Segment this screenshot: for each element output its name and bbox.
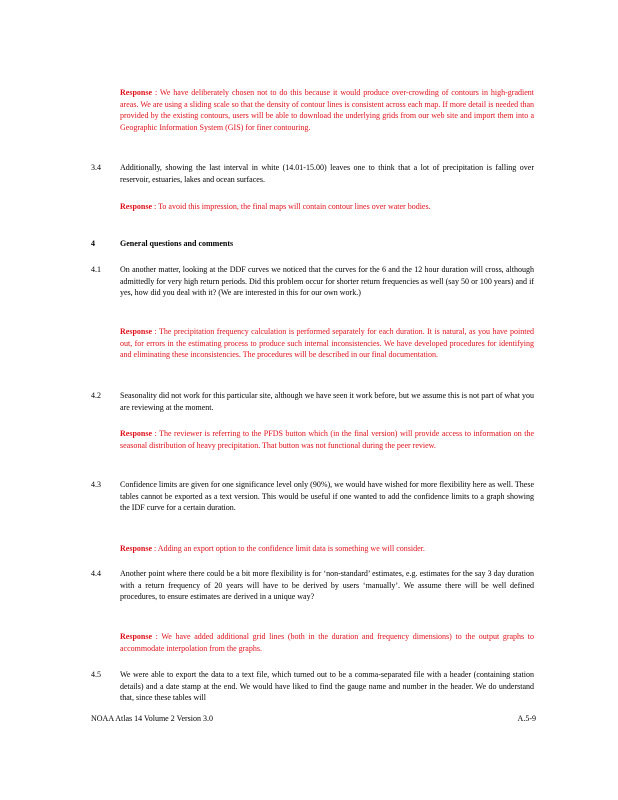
paragraph: Additionally, showing the last interval in white (14.01-15.00) leaves one to think that a lot of precipitation is falling over reservoir, estuaries, lakes and ocean surfaces.	[120, 163, 534, 184]
response-label: Response	[120, 88, 153, 97]
item-number: 4.5	[91, 670, 101, 679]
paragraph: On another matter, looking at the DDF curves we noticed that the curves for the 6 and the 12 hour duration will cross, although admittedly for very high return periods. Did this problem occur for shorter return frequencies as well (say 50 or 100 years) and if yes, how did you deal with it? (We are interested in this for our own work.)	[120, 265, 534, 297]
section-heading	[91, 239, 233, 248]
paragraph: Seasonality did not work for this particular site, although we have seen it work before, but we assume this is not part of what you are reviewing at the moment.	[120, 391, 534, 412]
response-block	[120, 428, 534, 451]
response-block	[120, 631, 534, 654]
item-number: 4.1	[91, 265, 101, 274]
response-block	[120, 87, 534, 133]
response-label: Response	[120, 544, 153, 553]
paragraph: We were able to export the data to a text file, which turned out to be a comma-separated file with a header (containing station details) and a date stamp at the end. We would have liked to find the gauge name and number in the header. We do understand that, since these tables will	[120, 670, 534, 702]
paragraph: Another point where there could be a bit more flexibility is for ‘non-standard’ estimates, e.g. estimates for the say 3 day duration with a return frequency of 20 years will have to be derived by users ‘manually’. We assume there will be well defined procedures, to ensure estimates are derived in a unique way?	[120, 569, 534, 601]
response-label: Response	[120, 632, 153, 641]
item-number: 4.4	[91, 569, 101, 578]
response-block	[120, 326, 534, 361]
item-number: 4.3	[91, 480, 101, 489]
response-text: : We have added additional grid lines (both in the duration and frequency dimensions) to the output graphs to accommodate interpolation from the graphs.	[120, 632, 535, 653]
item-number: 4.2	[91, 391, 101, 400]
section-number: 4	[91, 239, 95, 248]
response-text: : To avoid this impression, the final maps will contain contour lines over water bodies.	[154, 202, 431, 211]
item-number: 3.4	[91, 163, 101, 172]
response-block	[120, 201, 534, 213]
response-text: : The reviewer is referring to the PFDS button which (in the final version) will provide access to information on the seasonal distribution of heavy precipitation. That button was not functional during the peer review.	[120, 429, 534, 450]
footer-title: NOAA Atlas 14 Volume 2 Version 3.0	[91, 714, 214, 723]
response-label: Response	[120, 202, 153, 211]
section-title: General questions and comments	[120, 239, 234, 248]
paragraph: Confidence limits are given for one significance level only (90%), we would have wished for more flexibility here as well. These tables cannot be exported as a text version. This would be useful if one wanted to add the confidence limits to a graph showing the IDF curve for a certain duration.	[120, 480, 534, 512]
response-text: : We have deliberately chosen not to do this because it would produce over-crowding of contours in high-gradient areas. We are using a sliding scale so that the density of contour lines is consistent across each map. If more detail is needed than provided by the existing contours, users will be able to download the underlying grids from our web site and import them into a Geographic Information System (GIS) for finer contouring.	[120, 88, 535, 132]
response-text: : The precipitation frequency calculation is performed separately for each duration. It is natural, as you have pointed out, for errors in the estimating process to produce such internal inconsistencies. We have developed procedures for identifying and eliminating these inconsistencies. The procedures will be described in our final documentation.	[120, 327, 535, 359]
response-label: Response	[120, 327, 153, 336]
response-block	[120, 543, 534, 555]
response-label: Response	[120, 429, 153, 438]
page-number: A.5-9	[517, 714, 536, 723]
response-text: : Adding an export option to the confidence limit data is something we will consider.	[154, 544, 425, 553]
